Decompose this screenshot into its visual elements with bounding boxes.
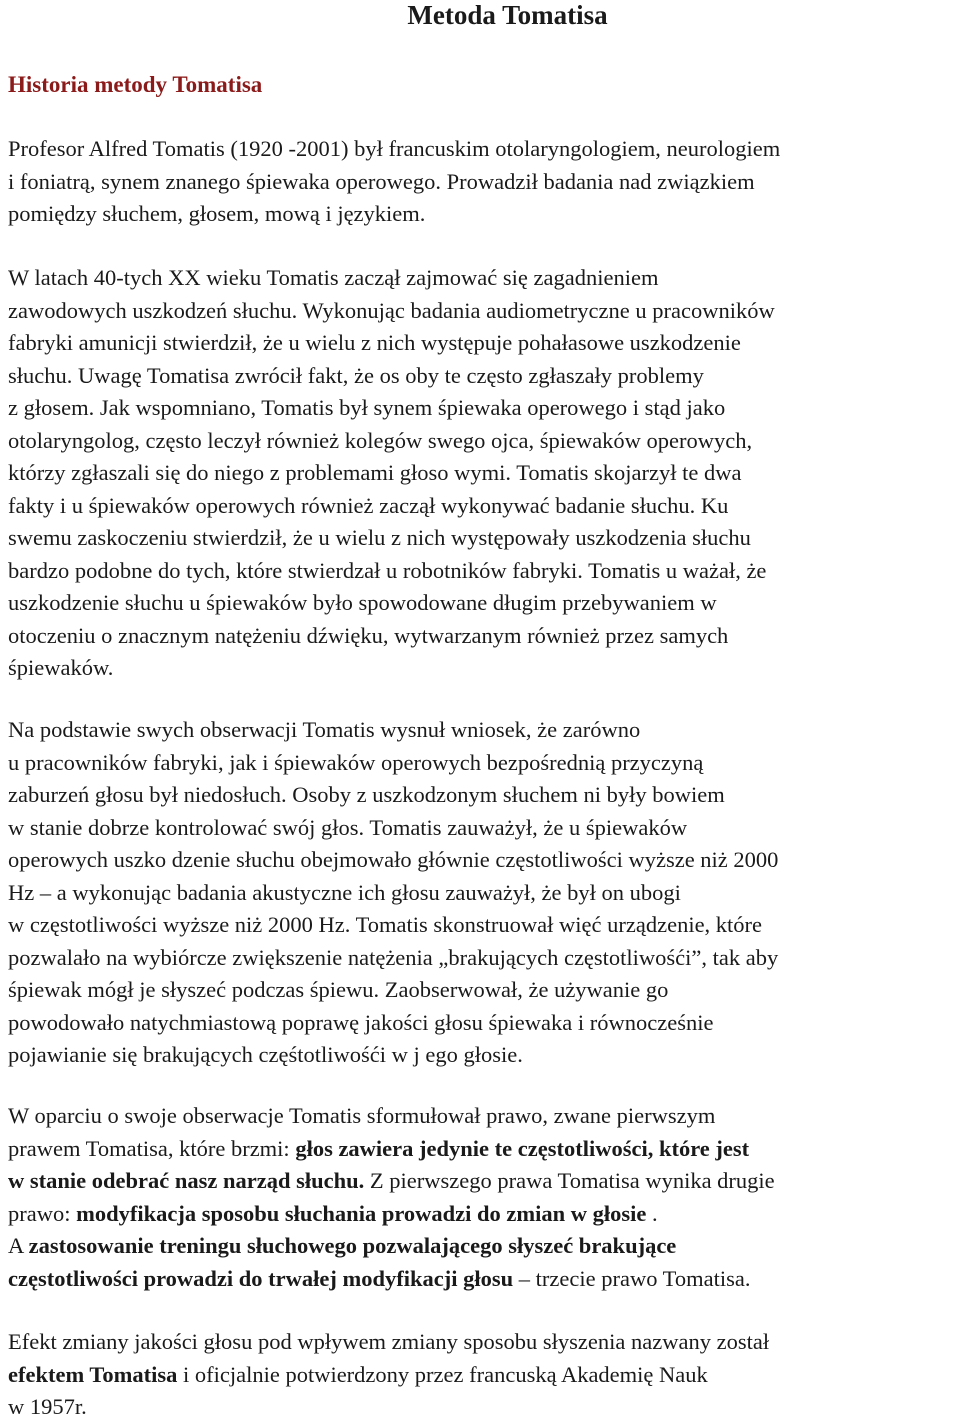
- text-line: [8, 522, 956, 555]
- text-run: w częstotliwości wyższe niż 2000 Hz. Tomatis skonstruował więć urządzenie, które: [8, 912, 763, 937]
- text-line: [8, 620, 956, 653]
- bold-text: modyfikacja sposobu słuchania prowadzi do zmian w głosie: [76, 1200, 647, 1226]
- text-line: [8, 1230, 956, 1263]
- paragraph-intro: [8, 133, 956, 231]
- paragraph-history: [8, 262, 956, 685]
- text-run: zawodowych uszkodzeń słuchu. Wykonując badania audiometryczne u pracowników: [8, 297, 775, 323]
- bold-text: zastosowanie treningu słuchowego pozwalającego słyszeć brakujące: [28, 1233, 677, 1258]
- text-line: [8, 360, 956, 393]
- text-run: pojawianie się brakujących częśtotliwośći w j ego głosie.: [8, 1042, 523, 1067]
- text-line: [8, 392, 956, 425]
- bold-text: częstotliwości prowadzi do trwałej modyfikacji głosu: [8, 1265, 514, 1291]
- text-run: Profesor Alfred Tomatis (1920 -2001) był francuskim otolaryngologiem, neurologiem: [8, 136, 781, 161]
- text-line: [8, 490, 956, 523]
- text-run: u pracowników fabryki, jak i śpiewaków operowych bezpośrednią przyczyną: [8, 749, 704, 775]
- bold-text: w stanie odebrać nasz narząd słuchu.: [8, 1168, 365, 1193]
- text-line: [8, 1198, 956, 1231]
- text-line: [8, 1263, 956, 1296]
- paragraph-conclusion: [8, 714, 956, 1072]
- text-run: A: [8, 1233, 29, 1258]
- text-run: z głosem. Jak wspomniano, Tomatis był synem śpiewaka operowego i stąd jako: [8, 395, 726, 420]
- text-run: powodowało natychmiastową poprawę jakości głosu śpiewaka i równocześnie: [8, 1009, 714, 1035]
- text-run: śpiewak mógł je słyszeć podczas śpiewu. Zaobserwował, że używanie go: [8, 977, 669, 1002]
- text-run: W oparciu o swoje obserwacje Tomatis sformułował prawo, zwane pierwszym: [8, 1103, 716, 1128]
- text-line: [8, 262, 956, 295]
- text-line: [8, 1133, 956, 1166]
- text-line: [8, 812, 956, 845]
- section-heading: Historia metody Tomatisa: [8, 72, 263, 97]
- bold-text: efektem Tomatisa: [8, 1361, 178, 1387]
- text-run: prawem Tomatisa, które brzmi:: [8, 1135, 296, 1161]
- text-run: operowych uszko dzenie słuchu obejmowało głównie częstotliwości wyższe niż 2000: [8, 847, 779, 872]
- text-line: [8, 1391, 956, 1424]
- text-run: otolaryngolog, często leczył również kolegów swego ojca, śpiewaków operowych,: [8, 427, 753, 453]
- text-run: Efekt zmiany jakości głosu pod wpływem zmiany sposobu słyszenia nazwany został: [8, 1329, 770, 1354]
- text-run: fakty i u śpiewaków operowych również zaczął wykonywać badanie słuchu. Ku: [8, 492, 729, 518]
- text-run: w stanie dobrze kontrolować swój głos. Tomatis zauważył, że u śpiewaków: [8, 814, 688, 840]
- text-run: Z pierwszego prawa Tomatisa wynika drugie: [364, 1168, 775, 1193]
- text-line: [8, 295, 956, 328]
- text-line: [8, 1359, 956, 1392]
- text-line: [8, 1165, 956, 1198]
- text-line: [8, 942, 956, 975]
- text-run: Hz – a wykonując badania akustyczne ich głosu zauważył, że był on ubogi: [8, 879, 681, 905]
- text-line: [8, 652, 956, 685]
- text-line: [8, 166, 956, 199]
- text-run: bardzo podobne do tych, które stwierdzał u robotników fabryki. Tomatis u ważał, że: [8, 557, 767, 583]
- text-run: fabryki amunicji stwierdził, że u wielu z nich występuje pohałasowe uszkodzenie: [8, 330, 741, 355]
- text-run: .: [646, 1200, 658, 1226]
- text-line: [8, 587, 956, 620]
- text-line: [8, 1039, 956, 1072]
- text-run: w 1957r.: [8, 1394, 87, 1419]
- text-run: prawo:: [8, 1200, 77, 1226]
- text-run: Na podstawie swych obserwacji Tomatis wysnuł wniosek, że zarówno: [8, 717, 641, 742]
- text-run: otoczeniu o znacznym natężeniu dźwięku, wytwarzanym również przez samych: [8, 622, 729, 648]
- text-line: [8, 198, 956, 231]
- text-line: [8, 1007, 956, 1040]
- text-run: którzy zgłaszali się do niego z problemami głoso wymi. Tomatis skojarzył te dwa: [8, 460, 742, 485]
- text-line: [8, 327, 956, 360]
- text-run: – trzecie prawo Tomatisa.: [513, 1265, 751, 1291]
- text-line: [8, 1326, 956, 1359]
- text-line: [8, 974, 956, 1007]
- text-line: [8, 1100, 956, 1133]
- text-line: [8, 133, 956, 166]
- text-line: [8, 909, 956, 942]
- text-run: i oficjalnie potwierdzony przez francuską Akademię Nauk: [177, 1361, 708, 1387]
- text-line: [8, 877, 956, 910]
- bold-text: głos zawiera jedynie te częstotliwości, które jest: [295, 1135, 750, 1161]
- paragraph-effect: [8, 1326, 956, 1424]
- text-run: W latach 40-tych XX wieku Tomatis zaczął zajmować się zagadnieniem: [8, 265, 659, 290]
- text-run: śpiewaków.: [8, 655, 114, 680]
- text-run: i foniatrą, synem znanego śpiewaka operowego. Prowadził badania nad związkiem: [8, 168, 755, 194]
- text-run: uszkodzenie słuchu u śpiewaków było spowodowane długim przebywaniem w: [8, 590, 717, 615]
- document-title: Metoda Tomatisa: [407, 0, 608, 30]
- text-line: [8, 714, 956, 747]
- text-run: swemu zaskoczeniu stwierdził, że u wielu z nich występowały uszkodzenia słuchu: [8, 525, 751, 550]
- text-run: słuchu. Uwagę Tomatisa zwrócił fakt, że os oby te często zgłaszały problemy: [8, 362, 704, 388]
- text-line: [8, 555, 956, 588]
- text-line: [8, 747, 956, 780]
- text-line: [8, 779, 956, 812]
- text-line: [8, 425, 956, 458]
- paragraph-laws: [8, 1100, 956, 1295]
- text-line: [8, 457, 956, 490]
- text-line: [8, 844, 956, 877]
- text-run: pomiędzy słuchem, głosem, mową i językiem.: [8, 201, 426, 226]
- text-run: zaburzeń głosu był niedosłuch. Osoby z uszkodzonym słuchem ni były bowiem: [8, 782, 725, 807]
- text-run: pozwalało na wybiórcze zwiększenie natężenia „brakujących częstotliwośći”, tak aby: [8, 944, 779, 970]
